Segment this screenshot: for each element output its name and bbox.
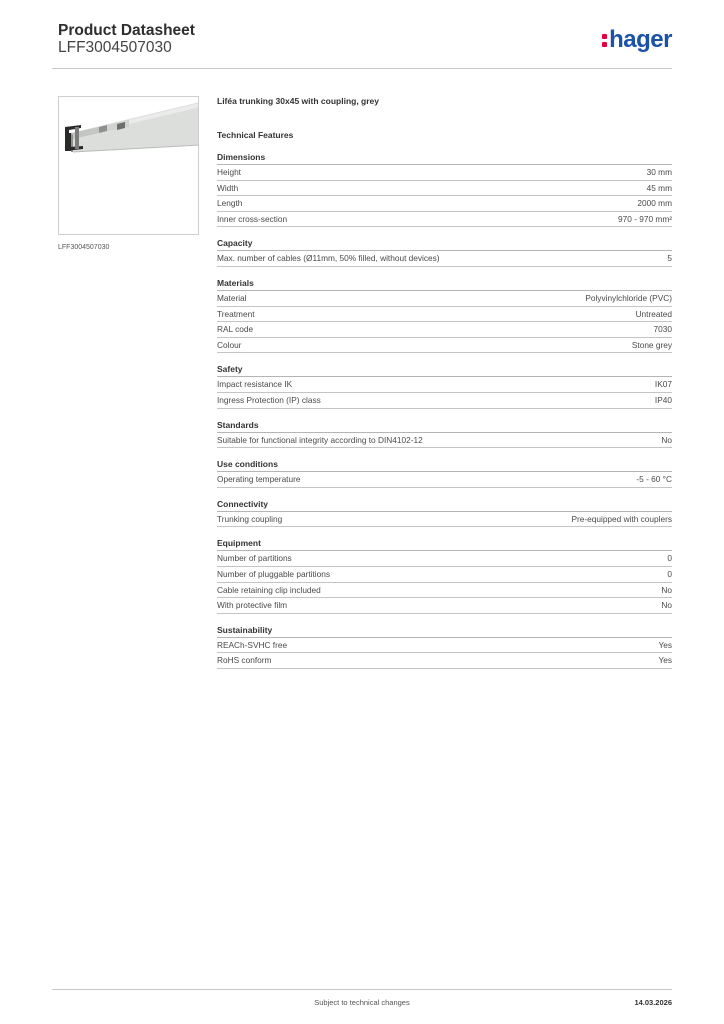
spec-label: Number of partitions <box>217 553 292 564</box>
spec-value: Untreated <box>635 308 672 319</box>
section-heading: Dimensions <box>217 151 672 165</box>
spec-row <box>217 551 672 567</box>
spec-value: IP40 <box>654 394 672 405</box>
spec-value: Polyvinylchloride (PVC) <box>585 292 672 303</box>
spec-label: Number of pluggable partitions <box>217 568 330 579</box>
page-title: Product Datasheet <box>58 22 195 39</box>
spec-label: RAL code <box>217 324 254 335</box>
spec-row <box>217 472 672 488</box>
technical-content <box>217 96 672 679</box>
spec-label: Max. number of cables (Ø11mm, 50% filled, without devices) <box>217 253 440 264</box>
spec-value: No <box>661 600 672 611</box>
spec-value: No <box>661 434 672 445</box>
spec-row <box>217 165 672 181</box>
spec-row <box>217 567 672 583</box>
spec-section <box>217 419 672 449</box>
spec-label: Impact resistance IK <box>217 379 293 390</box>
section-heading: Materials <box>217 277 672 291</box>
spec-label: Colour <box>217 339 242 350</box>
spec-value: Yes <box>658 655 672 666</box>
spec-row <box>217 433 672 449</box>
section-heading: Connectivity <box>217 498 672 512</box>
spec-row <box>217 212 672 228</box>
image-caption: LFF3004507030 <box>58 244 110 251</box>
spec-label: Ingress Protection (IP) class <box>217 394 321 405</box>
logo-dots-icon <box>602 30 607 48</box>
section-heading: Equipment <box>217 537 672 551</box>
spec-row <box>217 251 672 267</box>
spec-label: Inner cross-section <box>217 213 288 224</box>
spec-row <box>217 291 672 307</box>
spec-label: REACh-SVHC free <box>217 639 288 650</box>
header-divider <box>52 68 672 69</box>
spec-section <box>217 363 672 408</box>
spec-value: 970 - 970 mm² <box>618 213 672 224</box>
spec-label: Suitable for functional integrity according to DIN4102-12 <box>217 434 423 445</box>
spec-label: With protective film <box>217 600 288 611</box>
spec-row <box>217 638 672 654</box>
spec-row <box>217 181 672 197</box>
spec-row <box>217 322 672 338</box>
spec-value: 2000 mm <box>637 198 672 209</box>
spec-label: Treatment <box>217 308 255 319</box>
spec-row <box>217 196 672 212</box>
spec-value: 30 mm <box>646 167 672 177</box>
spec-section <box>217 277 672 353</box>
section-heading: Sustainability <box>217 624 672 638</box>
section-heading: Capacity <box>217 237 672 251</box>
spec-section <box>217 458 672 488</box>
spec-label: Trunking coupling <box>217 513 283 524</box>
trunking-illustration-icon <box>59 97 199 235</box>
logo-text: hager <box>609 26 672 53</box>
spec-section <box>217 624 672 669</box>
spec-label: Height <box>217 167 241 177</box>
spec-section <box>217 151 672 227</box>
spec-sections <box>217 151 672 669</box>
spec-row <box>217 583 672 599</box>
section-heading: Use conditions <box>217 458 672 472</box>
spec-value: -5 - 60 °C <box>636 474 672 485</box>
spec-value: 45 mm <box>646 182 672 193</box>
section-heading: Safety <box>217 363 672 377</box>
product-code: LFF3004507030 <box>58 39 172 56</box>
footer-divider <box>52 989 672 990</box>
spec-row <box>217 598 672 614</box>
spec-label: Cable retaining clip included <box>217 584 321 595</box>
spec-value: No <box>661 584 672 595</box>
spec-row <box>217 512 672 528</box>
section-heading: Standards <box>217 419 672 433</box>
spec-row <box>217 393 672 409</box>
technical-features-heading: Technical Features <box>217 130 294 140</box>
spec-label: Length <box>217 198 243 209</box>
spec-row <box>217 653 672 669</box>
spec-section <box>217 498 672 528</box>
spec-label: Material <box>217 292 247 303</box>
spec-row <box>217 307 672 323</box>
product-image <box>58 96 199 235</box>
spec-section <box>217 237 672 267</box>
spec-value: 7030 <box>653 324 672 335</box>
spec-label: Width <box>217 182 239 193</box>
hager-logo <box>602 26 672 54</box>
footer-note: Subject to technical changes <box>314 998 410 1007</box>
spec-value: 5 <box>667 253 672 264</box>
spec-value: Pre-equipped with couplers <box>571 513 672 524</box>
spec-label: RoHS conform <box>217 655 272 666</box>
spec-value: 0 <box>667 553 672 564</box>
spec-value: 0 <box>667 568 672 579</box>
spec-value: Yes <box>658 639 672 650</box>
spec-row <box>217 377 672 393</box>
spec-row <box>217 338 672 354</box>
footer-date: 14.03.2026 <box>634 998 672 1007</box>
product-title: Liféa trunking 30x45 with coupling, grey <box>217 96 380 106</box>
spec-value: IK07 <box>654 379 672 390</box>
spec-label: Operating temperature <box>217 474 301 485</box>
spec-value: Stone grey <box>631 339 672 350</box>
spec-section <box>217 537 672 613</box>
